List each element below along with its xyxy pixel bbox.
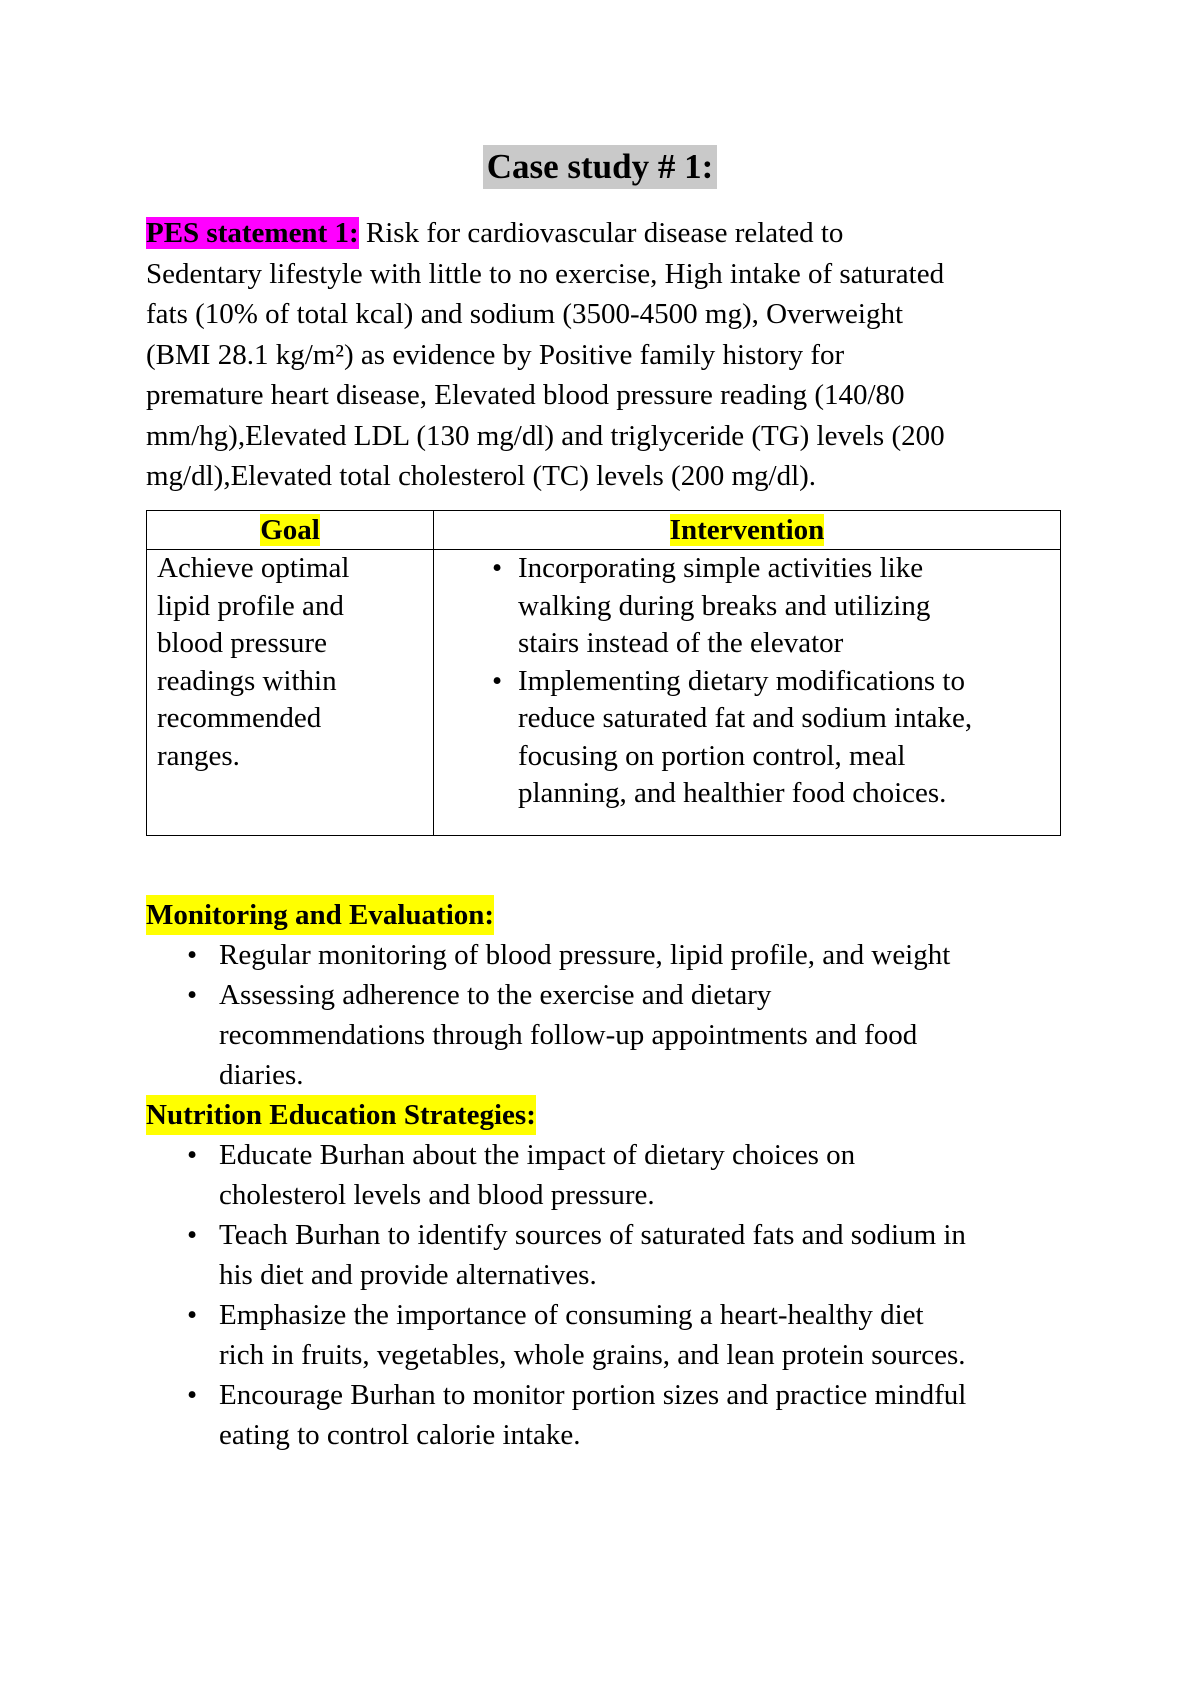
list-item bbox=[448, 550, 1050, 663]
item-line: • Educate Burhan about the impact of dietary choices on bbox=[219, 1139, 856, 1171]
item-line: rich in fruits, vegetables, whole grains, and lean protein sources. bbox=[219, 1339, 966, 1371]
goal-line: recommended bbox=[157, 702, 322, 734]
pes-line bbox=[146, 213, 1076, 254]
item-line: • Encourage Burhan to monitor portion sizes and practice mindful bbox=[219, 1379, 967, 1411]
pes-text: Risk for cardiovascular disease related to bbox=[358, 217, 844, 249]
intervention-header: Intervention bbox=[669, 514, 825, 546]
item-line: eating to control calorie intake. bbox=[219, 1419, 581, 1451]
item-line: stairs instead of the elevator bbox=[518, 627, 844, 659]
item-line: • Assessing adherence to the exercise and dietary bbox=[219, 979, 772, 1011]
item-line: planning, and healthier food choices. bbox=[518, 777, 947, 809]
item-line: walking during breaks and utilizing bbox=[518, 589, 931, 622]
goal-line: ranges. bbox=[157, 739, 240, 772]
table-header-row bbox=[147, 511, 1061, 550]
pes-line: premature heart disease, Elevated blood pressure reading (140/80 bbox=[146, 379, 905, 411]
education-section bbox=[146, 1095, 1076, 1455]
item-line: cholesterol levels and blood pressure. bbox=[219, 1179, 655, 1211]
item-line: • Emphasize the importance of consuming a heart-healthy diet bbox=[219, 1299, 924, 1331]
intervention-cell bbox=[434, 550, 1061, 836]
pes-line: mm/hg),Elevated LDL (130 mg/dl) and triglyceride (TG) levels (200 bbox=[146, 419, 945, 452]
item-line: • Regular monitoring of blood pressure, lipid profile, and weight bbox=[219, 939, 951, 971]
list-item bbox=[146, 975, 1076, 1095]
monitoring-heading: Monitoring and Evaluation: bbox=[146, 895, 494, 935]
item-line: his diet and provide alternatives. bbox=[219, 1259, 597, 1291]
goal-header-cell bbox=[147, 511, 434, 550]
list-item bbox=[146, 1375, 1076, 1455]
table-row bbox=[147, 550, 1061, 836]
item-line: diaries. bbox=[219, 1059, 304, 1091]
item-line: • Implementing dietary modifications to bbox=[518, 664, 965, 697]
list-item bbox=[448, 663, 1050, 813]
pes-line: fats (10% of total kcal) and sodium (3500-4500 mg), Overweight bbox=[146, 298, 904, 330]
intervention-list bbox=[448, 550, 1050, 813]
pes-line: (BMI 28.1 kg/m²) as evidence by Positive family history for bbox=[146, 338, 845, 371]
item-line: • Incorporating simple activities like bbox=[518, 552, 924, 584]
title-row bbox=[0, 145, 1200, 189]
intervention-header-cell bbox=[434, 511, 1061, 550]
goal-intervention-table bbox=[146, 510, 1061, 836]
list-item bbox=[146, 1215, 1076, 1295]
list-item bbox=[146, 935, 1076, 975]
goal-line: Achieve optimal bbox=[157, 552, 350, 584]
list-item bbox=[146, 1295, 1076, 1375]
pes-line: mg/dl),Elevated total cholesterol (TC) levels (200 mg/dl). bbox=[146, 460, 817, 492]
list-item bbox=[146, 1135, 1076, 1215]
education-list bbox=[146, 1135, 1076, 1455]
goal-cell bbox=[147, 550, 434, 836]
goal-header: Goal bbox=[260, 514, 320, 546]
pes-line: Sedentary lifestyle with little to no exercise, High intake of saturated bbox=[146, 257, 945, 290]
monitoring-section bbox=[146, 895, 1076, 1095]
goal-line: lipid profile and bbox=[157, 589, 344, 622]
pes-statement bbox=[146, 213, 1076, 497]
education-heading: Nutrition Education Strategies: bbox=[146, 1095, 536, 1135]
monitoring-list bbox=[146, 935, 1076, 1095]
page-title: Case study # 1: bbox=[483, 145, 718, 189]
goal-line: blood pressure bbox=[157, 627, 327, 659]
item-line: recommendations through follow-up appointments and food bbox=[219, 1019, 918, 1051]
item-line: • Teach Burhan to identify sources of saturated fats and sodium in bbox=[219, 1219, 966, 1251]
item-line: focusing on portion control, meal bbox=[518, 739, 906, 772]
goal-line: readings within bbox=[157, 664, 337, 697]
item-line: reduce saturated fat and sodium intake, bbox=[518, 702, 973, 734]
pes-label: PES statement 1: bbox=[146, 217, 359, 249]
